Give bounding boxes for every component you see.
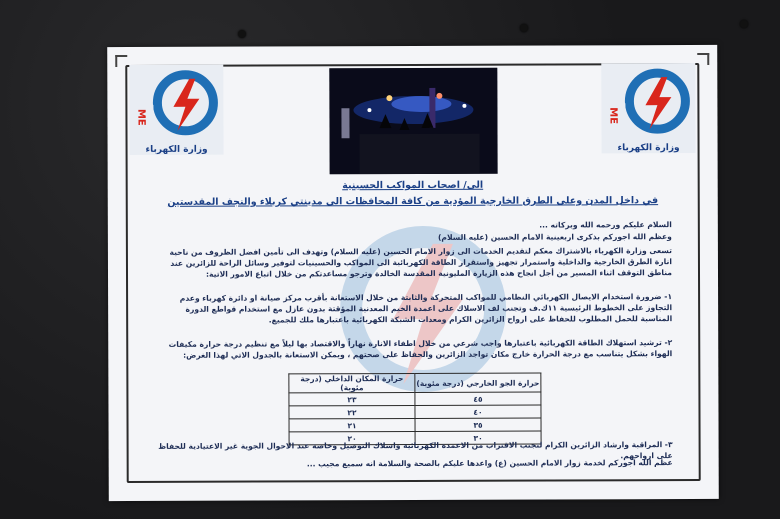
table-cell: ٤٠ — [415, 405, 541, 418]
board-screw-icon — [740, 20, 748, 28]
closing-line: عظم الله اجوركم لخدمة زوار الامام الحسين (ع) واعدها عليكم بالصحة والسلامة انه سميع مجيب ... — [306, 458, 673, 469]
table-cell: ٢٠ — [289, 431, 415, 444]
ministry-logo-right — [601, 63, 695, 153]
instruction-item-3: ٣- المراقبة وارشاد الزائرين الكرام لتجنب الاقتراب من الاعمدة الكهربائية واسلاك التوصيل وخاصة عند الاحوال الجوية غير الاعتيادية للحفاظ على ارواحهم. — [158, 440, 673, 461]
night-scene-icon — [329, 68, 497, 175]
table-cell: ٣٥ — [415, 418, 541, 431]
instruction-item-1: ١- ضرورة استخدام الايصال الكهربائي النظامي للمواكب المتحركة والثابتة من خلال الاستعانة بأقرب مركز صيانة او دائرة كهرباء وعدم التجاوز على الخطوط الرئيسية ١١ك.ف وتجنب لف الاسلاك على اعمدة الخيم المعدنية المؤقتة بدون عازل مع استخدام قواطع الدورة المناسبة للحمل المطلوب للحفاظ على ارواح الزائرين الكرام ومعدات الشبكة الكهربائية باعتبارها ملك للجميع. — [179, 292, 673, 325]
table-cell: ٢١ — [289, 418, 415, 431]
table-cell: ٢٣ — [289, 392, 415, 405]
table-header-outdoor: حرارة الجو الخارجي (درجة مئوية) — [415, 373, 541, 392]
temperature-table — [288, 373, 541, 446]
table-header-indoor: حرارة المكان الداخلي (درجة مئوية) — [289, 373, 415, 392]
table-row — [289, 405, 541, 419]
notice-title-recipients: الى/ اصحاب المواكب الحسينية — [342, 179, 484, 192]
table-row — [289, 392, 541, 406]
condolence-line: وعظم الله اجوركم بذكرى اربعينية الامام الحسين (عليه السلام) — [437, 232, 672, 242]
corner-mark-icon — [697, 53, 709, 65]
table-cell: ٣٠ — [415, 431, 541, 444]
notice-paper — [107, 45, 719, 501]
ministry-name-caption: وزارة الكهرباء — [145, 144, 208, 155]
notice-title-scope: في داخل المدن وعلى الطرق الخارجية المؤدية من كافة المحافظات الى مدينتي كربلاء والنجف المقدستين — [167, 195, 659, 208]
logo-initials: ME — [607, 107, 619, 125]
greeting-line: السلام عليكم ورحمه الله وبركاته ... — [539, 220, 672, 230]
table-cell: ٢٢ — [289, 405, 415, 418]
board-screw-icon — [520, 24, 528, 32]
table-header-row — [289, 373, 541, 393]
table-cell: ٤٥ — [415, 392, 541, 405]
board-screw-icon — [238, 30, 246, 38]
procession-night-photo — [329, 68, 497, 175]
instruction-item-2: ٢- ترشيد استهلاك الطاقة الكهربائية باعتبارها واجب شرعي من خلال اطفاء الانارة نهاراً والاقتصاد بها ليلاً مع تنظيم درجة حرارة مكيفات الهواء بشكل يتناسب مع درجة الحرارة خارج مكان تواجد الزائرين والحفاظ على صحتهم ، ويمكن الاستعانة بالجدول الاتي لهذا الغرض: — [168, 338, 673, 361]
ministry-name-caption: وزارة الكهرباء — [617, 143, 680, 154]
corner-mark-icon — [115, 55, 127, 67]
ministry-logo-left — [129, 65, 223, 155]
logo-initials: ME — [135, 108, 147, 126]
intro-paragraph: تسعى وزارة الكهرباء بالاشتراك معكم لتقديم الخدمات الى زوار الامام الحسين (عليه السلام) وتهدف الى تأمين افضل الظروف من ناحية انارة الطرق الخارجية والداخلية واستمرار تجهيز واستقرار الطاقة الكهربائية الى المواكب والحسينيات لتوفير وسائل الراحة للزائرين عند مناطق التوقف اثناء المسير من أجل انجاح هذه الزيارة المليونية المقدسة الخالدة وترجو مساعدتكم من خلال اتباع الامور الاتية: — [169, 246, 673, 280]
table-row — [289, 418, 541, 432]
